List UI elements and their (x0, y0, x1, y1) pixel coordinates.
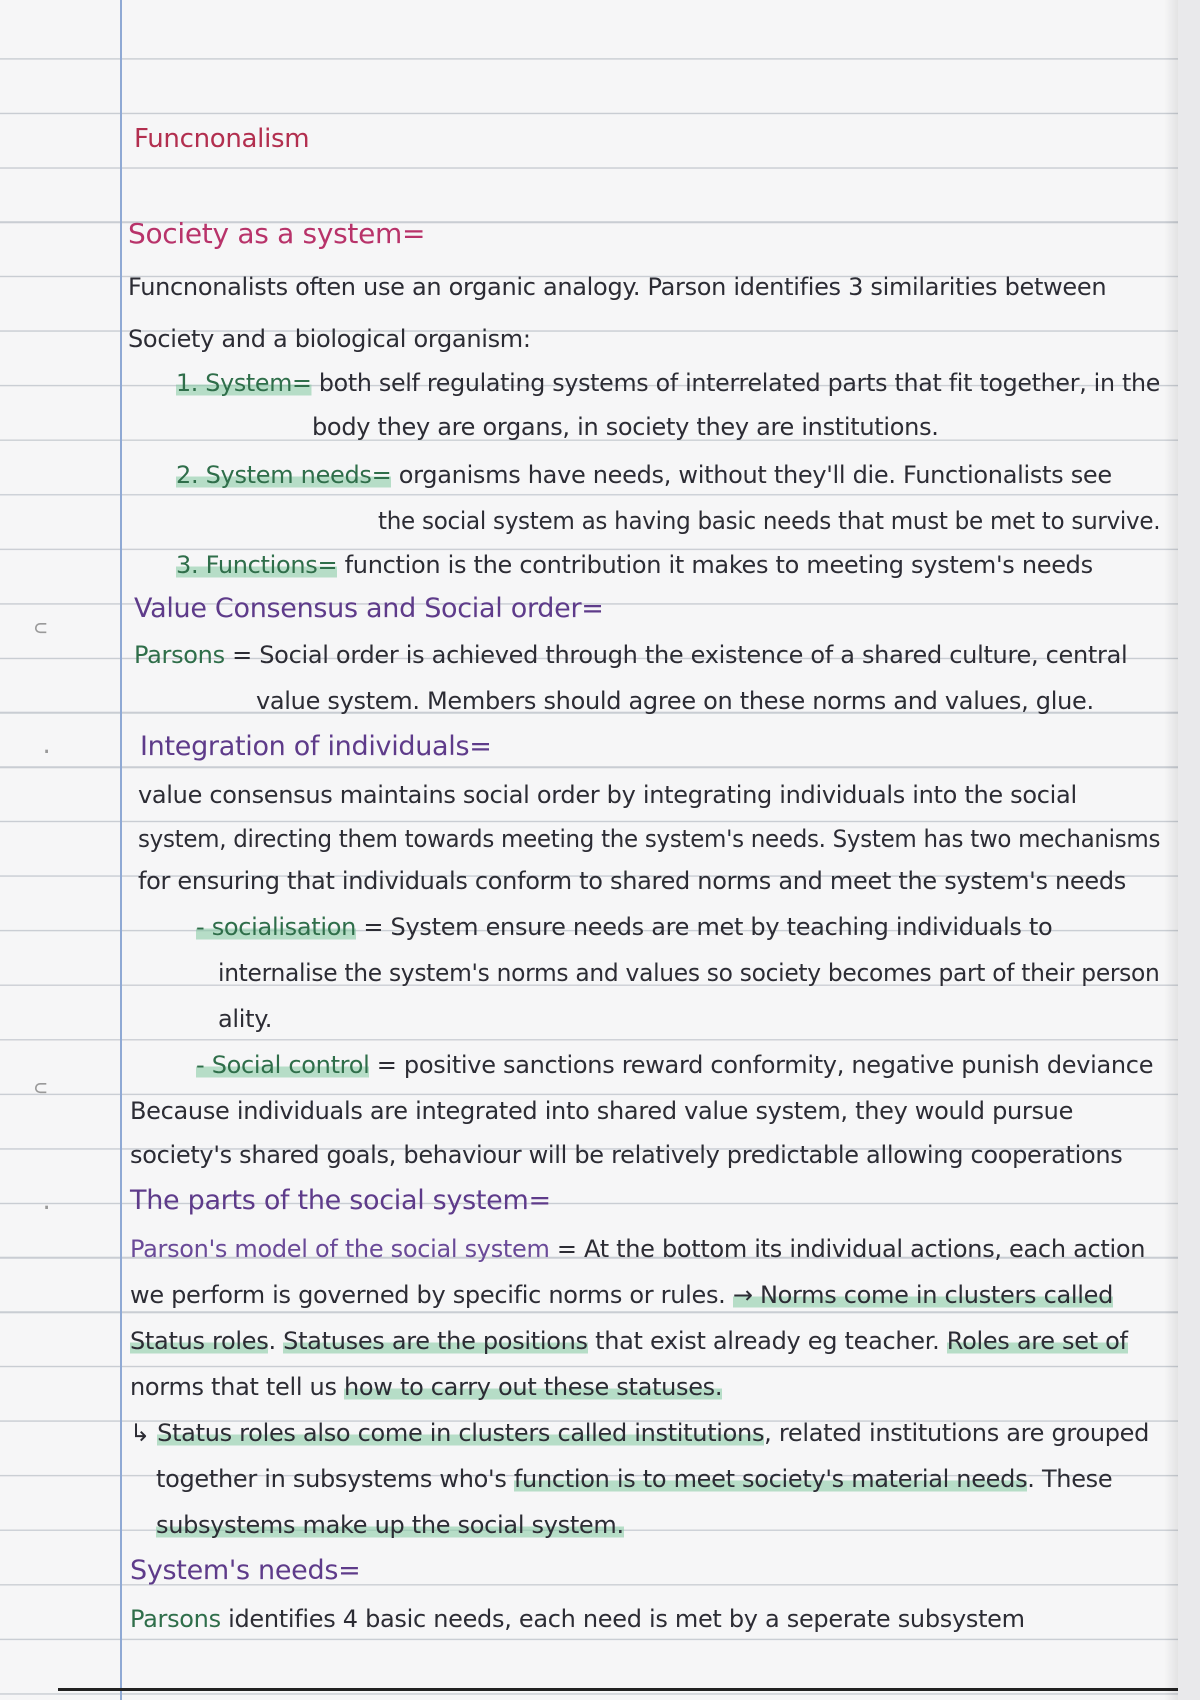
text-span: we perform is governed by specific norms or rules. (130, 1281, 733, 1309)
text-line: Society and a biological organism: (128, 325, 531, 353)
highlighted-text: Roles are set of (946, 1327, 1128, 1355)
text-line: Funcnonalists often use an organic analogy. Parson identifies 3 similarities between (128, 273, 1107, 301)
highlighted-text: Statuses are the positions (283, 1327, 588, 1355)
text-line (130, 1418, 1149, 1448)
text-line (130, 1604, 1025, 1634)
list-item (176, 460, 1112, 490)
text-line: value consensus maintains social order by integrating individuals into the social (138, 781, 1077, 809)
text-span: that exist already eg teacher. (587, 1327, 947, 1355)
highlighted-text: Status roles (130, 1327, 269, 1355)
model-label: Parson's model of the social system (130, 1235, 550, 1263)
text-line: society's shared goals, behaviour will be relatively predictable allowing cooperations (130, 1141, 1123, 1169)
text-line: Because individuals are integrated into shared value system, they would pursue (130, 1097, 1074, 1125)
bottom-rule (58, 1688, 1178, 1691)
text-line (130, 1234, 1145, 1264)
text-line: ality. (218, 1005, 273, 1033)
text-span: . These (1027, 1465, 1113, 1493)
bullet-item (196, 1050, 1153, 1080)
text-span: identifies 4 basic needs, each need is met by a seperate subsystem (220, 1605, 1025, 1633)
punch-mark: ⊂ (34, 1076, 48, 1101)
name-label: Parsons (130, 1605, 221, 1633)
heading-integration: Integration of individuals= (140, 731, 492, 762)
text-span: norms that tell us (130, 1373, 345, 1401)
heading-value-consensus: Value Consensus and Social order= (134, 593, 604, 624)
list-item-text: both self regulating systems of interrelated parts that fit together, in the (311, 369, 1161, 397)
list-item-label: 2. System needs= (176, 461, 392, 489)
text-line: value system. Members should agree on these norms and values, glue. (256, 687, 1094, 715)
highlighted-text: subsystems make up the social system. (156, 1511, 624, 1539)
text-line: for ensuring that individuals conform to shared norms and meet the system's needs (138, 867, 1126, 895)
text-span: , related institutions are grouped (764, 1419, 1150, 1447)
text-line: internalise the system's norms and values so society becomes part of their person (218, 959, 1160, 987)
list-item-text: organisms have needs, without they'll die. Functionalists see (391, 461, 1112, 489)
highlighted-text: how to carry out these statuses. (344, 1373, 723, 1401)
name-label: Parsons (134, 641, 225, 669)
punch-mark: · (40, 1196, 54, 1221)
list-item-label: 3. Functions= (176, 551, 338, 579)
text-line: body they are organs, in society they are institutions. (312, 413, 939, 441)
punch-mark: ⊂ (34, 616, 48, 641)
text-line (130, 1280, 1113, 1310)
text-line (156, 1510, 624, 1540)
text-line (130, 1326, 1128, 1356)
highlighted-text: → Norms come in clusters called (732, 1281, 1114, 1309)
punch-mark: · (40, 740, 54, 765)
text-line: the social system as having basic needs that must be met to survive. (378, 507, 1161, 535)
bullet-label: - socialisation (196, 913, 357, 941)
page-title: Funcnonalism (134, 124, 310, 154)
list-item (176, 550, 1093, 580)
text-span: = Social order is achieved through the existence of a shared culture, central (224, 641, 1128, 669)
list-item-text: function is the contribution it makes to meeting system's needs (337, 551, 1093, 579)
margin-line (120, 0, 122, 1700)
text-span: ↳ (130, 1419, 158, 1447)
text-span: . (268, 1327, 284, 1355)
bullet-text: = System ensure needs are met by teaching individuals to (356, 913, 1053, 941)
bullet-label: - Social control (196, 1051, 370, 1079)
bullet-item (196, 912, 1052, 942)
highlighted-text: Status roles also come in clusters called institutions (157, 1419, 765, 1447)
list-item-label: 1. System= (176, 369, 312, 397)
bullet-text: = positive sanctions reward conformity, negative punish deviance (369, 1051, 1154, 1079)
text-span: together in subsystems who's (156, 1465, 514, 1493)
text-line (156, 1464, 1112, 1494)
heading-system-needs: System's needs= (130, 1555, 361, 1586)
text-line (130, 1372, 722, 1402)
heading-society-system: Society as a system= (128, 217, 426, 250)
highlighted-text: function is to meet society's material needs (513, 1465, 1028, 1493)
text-line: system, directing them towards meeting the system's needs. System has two mechanisms (138, 825, 1161, 853)
list-item (176, 368, 1160, 398)
heading-parts: The parts of the social system= (130, 1185, 551, 1216)
text-line (134, 640, 1127, 670)
text-span: = At the bottom its individual actions, each action (549, 1235, 1146, 1263)
